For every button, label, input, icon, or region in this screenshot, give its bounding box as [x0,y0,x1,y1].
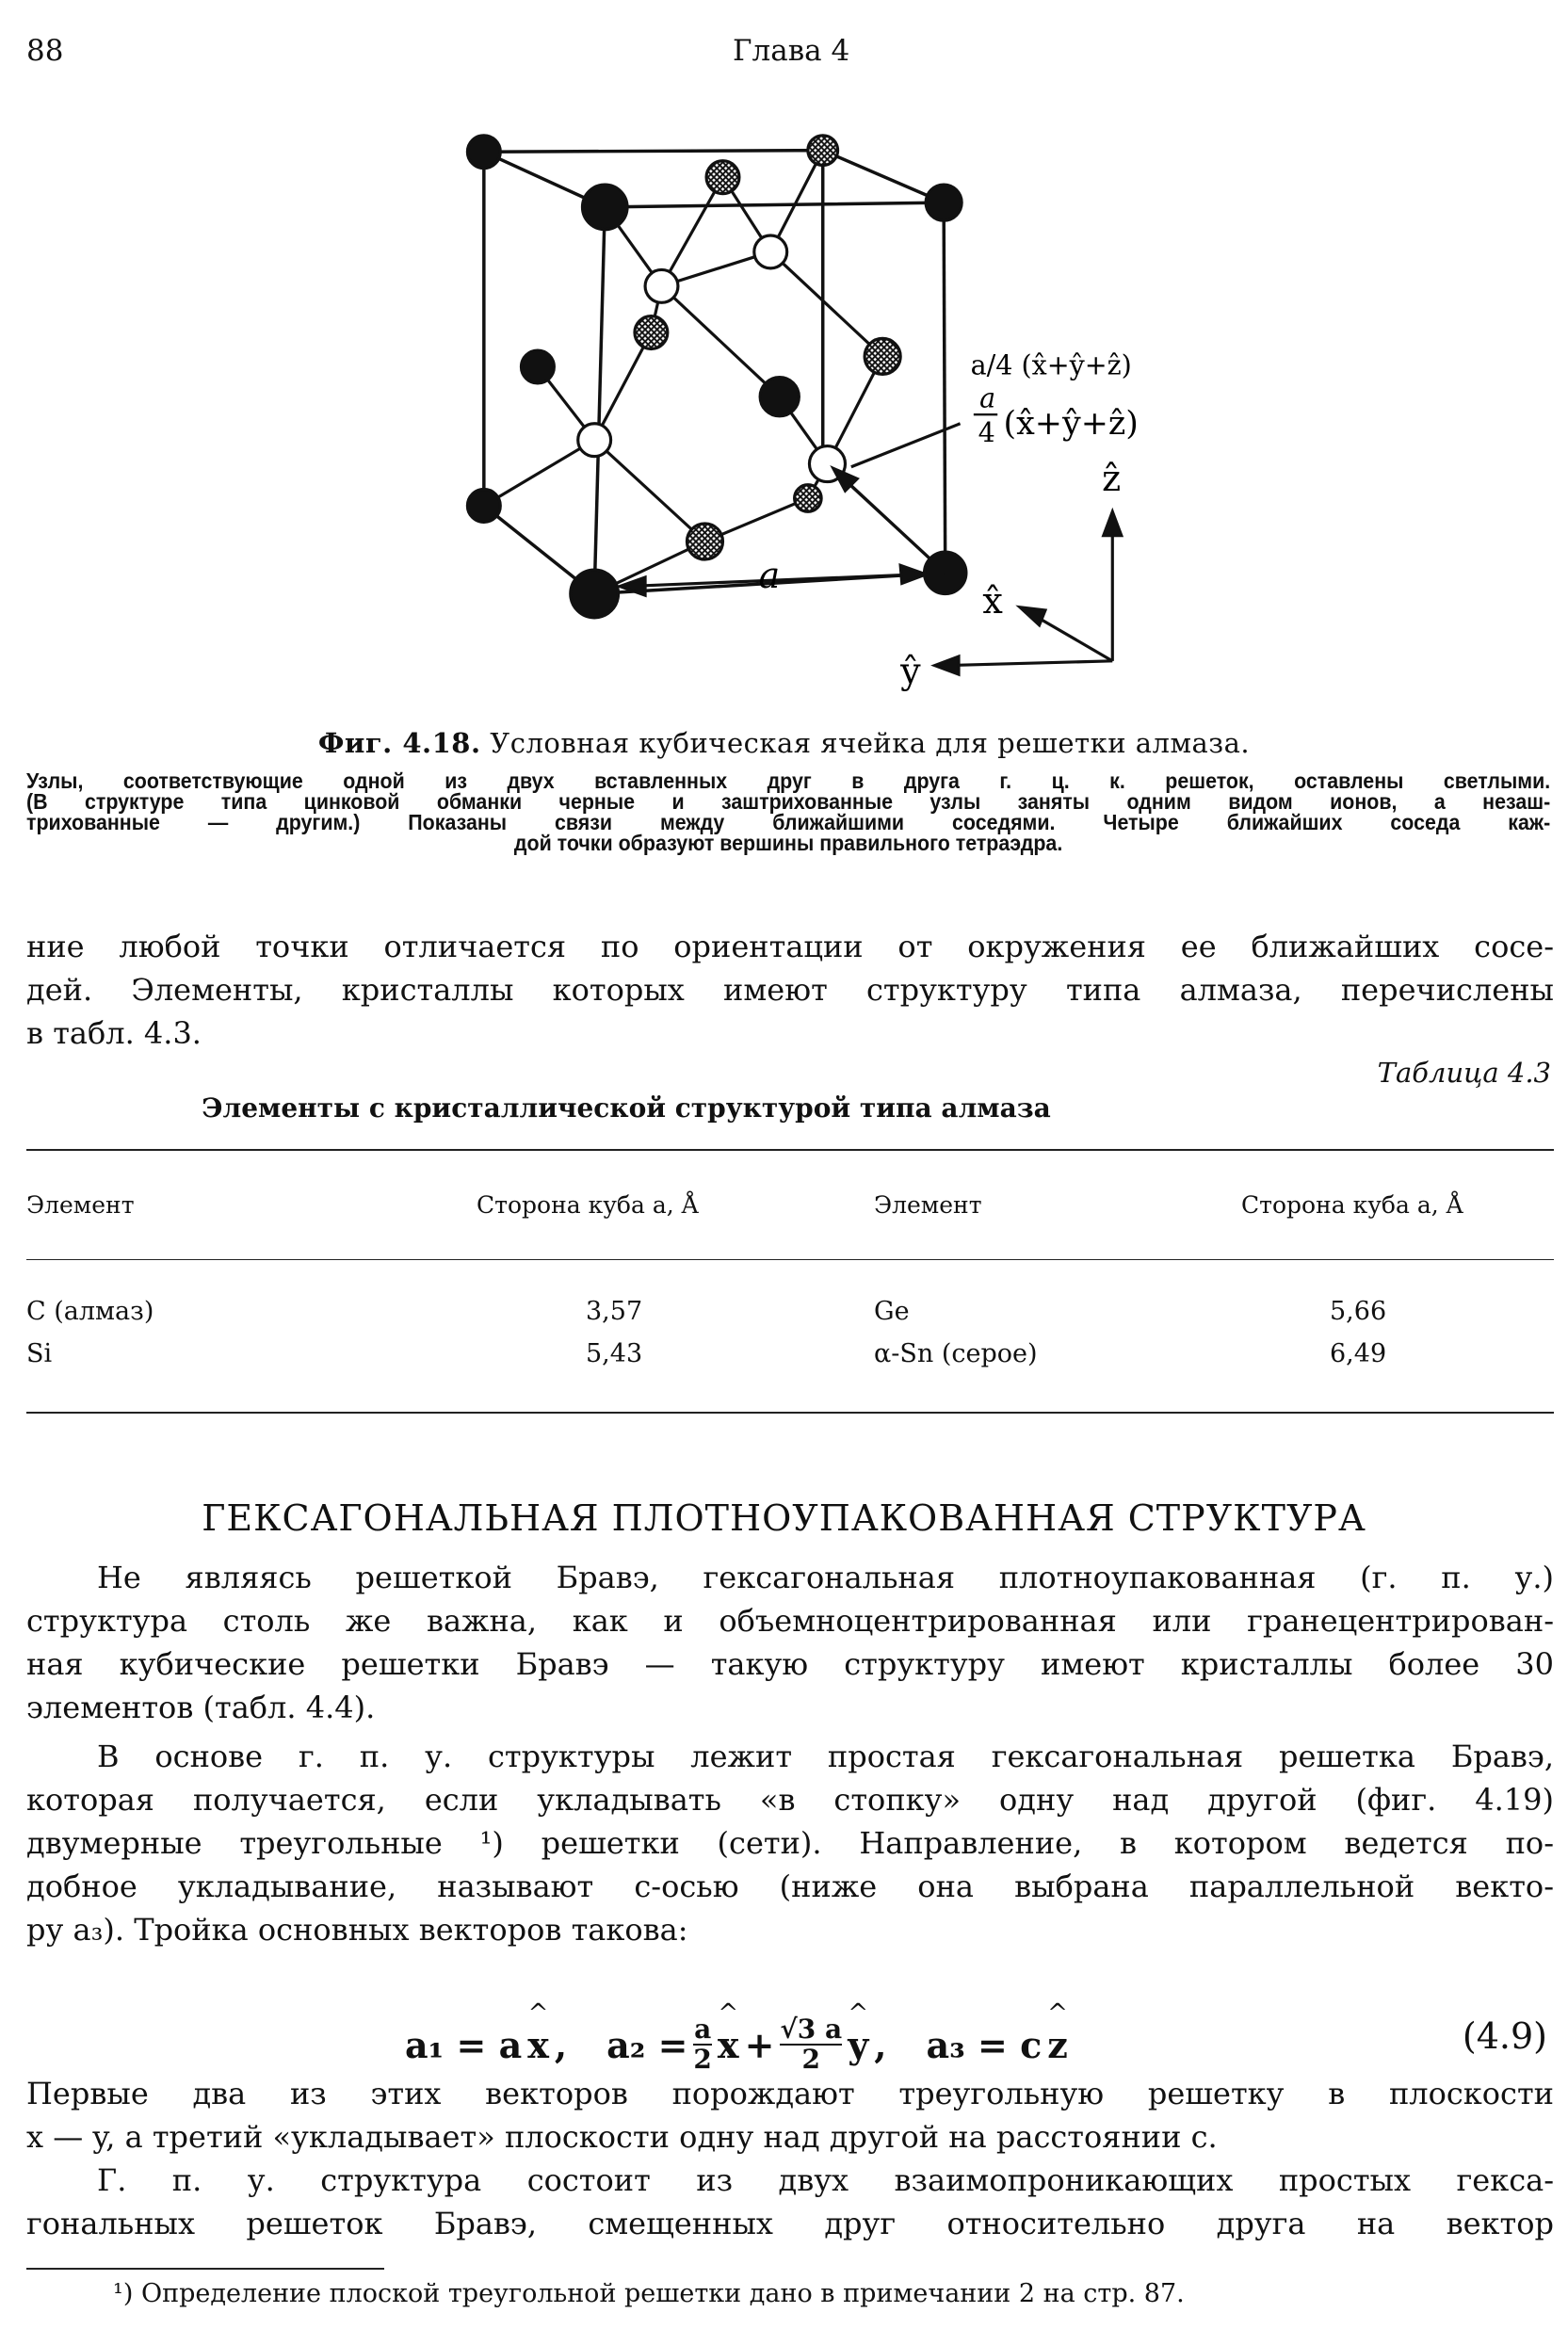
paragraph-4 [26,2072,1554,2245]
axis-y-label: ŷ [900,650,921,692]
text-line: двумерные треугольные ¹) решетки (сети). Направление, в котором ведется по- [26,1825,1554,1861]
footnote-rule [26,2268,384,2270]
atom-black [467,136,500,169]
axis-z-label: ẑ [1102,458,1122,500]
text-line: Г. п. у. структура состоит из двух взаимопроникающих простых гекса- [97,2162,1554,2198]
atom-hatched [687,524,722,559]
atom-black [571,570,619,618]
atom-white [578,424,611,457]
equation-4-9: a₁ = a ^ x , a₂ = $\frac{a}{2}$ ^ x + $\frac{√3 a}{2}$ ^ y , a₃ = c ^ z [405,2015,1068,2074]
table-number: Таблица 4.3 [1377,1057,1551,1089]
atom-white [754,235,787,268]
atom-hatched [865,338,900,374]
lattice-constant-label: a [758,555,781,597]
atom-hatched [635,316,668,349]
table-header: Сторона куба a, Å [477,1191,699,1219]
figure-caption-body [26,770,1550,853]
atom-black [926,185,962,220]
table-rule-bottom [26,1412,1554,1414]
text-line: ная кубические решетки Бравэ — такую структуру имеют кристаллы более 30 [26,1646,1554,1682]
table-cell: 5,43 [586,1339,643,1368]
text-line: Первые два из этих векторов порождают треугольную решетку в плоскости [26,2076,1554,2111]
paragraph-3 [26,1735,1554,1951]
text-line: элементов (табл. 4.4). [26,1690,376,1725]
table-cell: 3,57 [586,1297,643,1326]
atom-black [760,378,799,416]
vec-label: (x̂+ŷ+ẑ) [1003,404,1139,443]
atom-black [467,490,500,523]
paragraph-2 [26,1556,1554,1729]
text-line: ние любой точки отличается по ориентации от окружения ее ближайших сосе- [26,929,1554,964]
table-cell: 6,49 [1330,1339,1387,1368]
caption-line: (В структуре типа цинковой обманки черные и заштрихованные узлы заняты одним видом ионов, а незаш- [26,789,1551,814]
atom-hatched [795,485,822,512]
atom-white [645,269,678,302]
vec-frac-den: 4 [978,416,995,448]
table-rule-mid [26,1259,1554,1260]
atom-black [521,350,554,383]
text-line: гональных решеток Бравэ, смещенных друг относительно друга на вектор [26,2206,1554,2241]
table-rule-top [26,1149,1554,1151]
text-line: x — y, а третий «укладывает» плоскости одну над другой на расстоянии c. [26,2119,1218,2155]
section-heading: ГЕКСАГОНАЛЬНАЯ ПЛОТНОУПАКОВАННАЯ СТРУКТУРА [202,1497,1366,1539]
page-number: 88 [26,34,64,68]
caption-line: трихованные — другим.) Показаны связи между ближайшими соседями. Четыре ближайших соседа каж- [26,810,1551,834]
text-line: структура столь же важна, как и объемноцентрированная или гранецентрирован- [26,1603,1554,1639]
vec-frac-num: a [979,382,996,414]
atom-hatched [808,136,838,166]
atom-hatched [706,161,739,194]
vec-label-full: a/4 (x̂+ŷ+ẑ) [970,349,1132,381]
diamond-cubic-cell-figure [0,113,1568,725]
text-line: в табл. 4.3. [26,1015,202,1051]
table-header: Элемент [874,1191,982,1219]
table-cell: Si [26,1339,53,1368]
running-header: Глава 4 [733,34,850,68]
paragraph-1 [26,925,1554,1055]
table-cell: Ge [874,1297,910,1326]
text-line: которая получается, если укладывать «в стопку» одну над другой (фиг. 4.19) [26,1782,1554,1818]
table-cell: 5,66 [1330,1297,1387,1326]
text-line: В основе г. п. у. структуры лежит простая гексагональная решетка Бравэ, [97,1739,1554,1774]
text-line: Не являясь решеткой Бравэ, гексагональная плотноупакованная (г. п. у.) [97,1560,1554,1595]
equation-number: (4.9) [1462,2015,1547,2057]
axis-x-label: x̂ [982,580,1003,623]
atom-black [582,185,627,230]
caption-line: дой точки образуют вершины правильного тетраэдра. [513,831,1063,855]
text-line: дей. Элементы, кристаллы которых имеют структуру типа алмаза, перечислены [26,972,1554,1008]
table-cell: α-Sn (серое) [874,1339,1038,1368]
footnote: ¹) Определение плоской треугольной решетки дано в примечании 2 на стр. 87. [113,2279,1185,2308]
table-header: Сторона куба a, Å [1241,1191,1463,1219]
caption-line: Узлы, соответствующие одной из двух вставленных друг в друга г. ц. к. решеток, оставлены светлыми. [26,768,1551,793]
table-title: Элементы с кристаллической структурой типа алмаза [202,1092,1051,1124]
table-cell: C (алмаз) [26,1297,154,1326]
text-line: добное укладывание, называют c-осью (ниже она выбрана параллельной векто- [26,1868,1554,1904]
text-line: ру a₃). Тройка основных векторов такова: [26,1912,688,1948]
figure-caption-title: Фиг. 4.18. Условная кубическая ячейка для решетки алмаза. [317,727,1251,759]
table-header: Элемент [26,1191,135,1219]
